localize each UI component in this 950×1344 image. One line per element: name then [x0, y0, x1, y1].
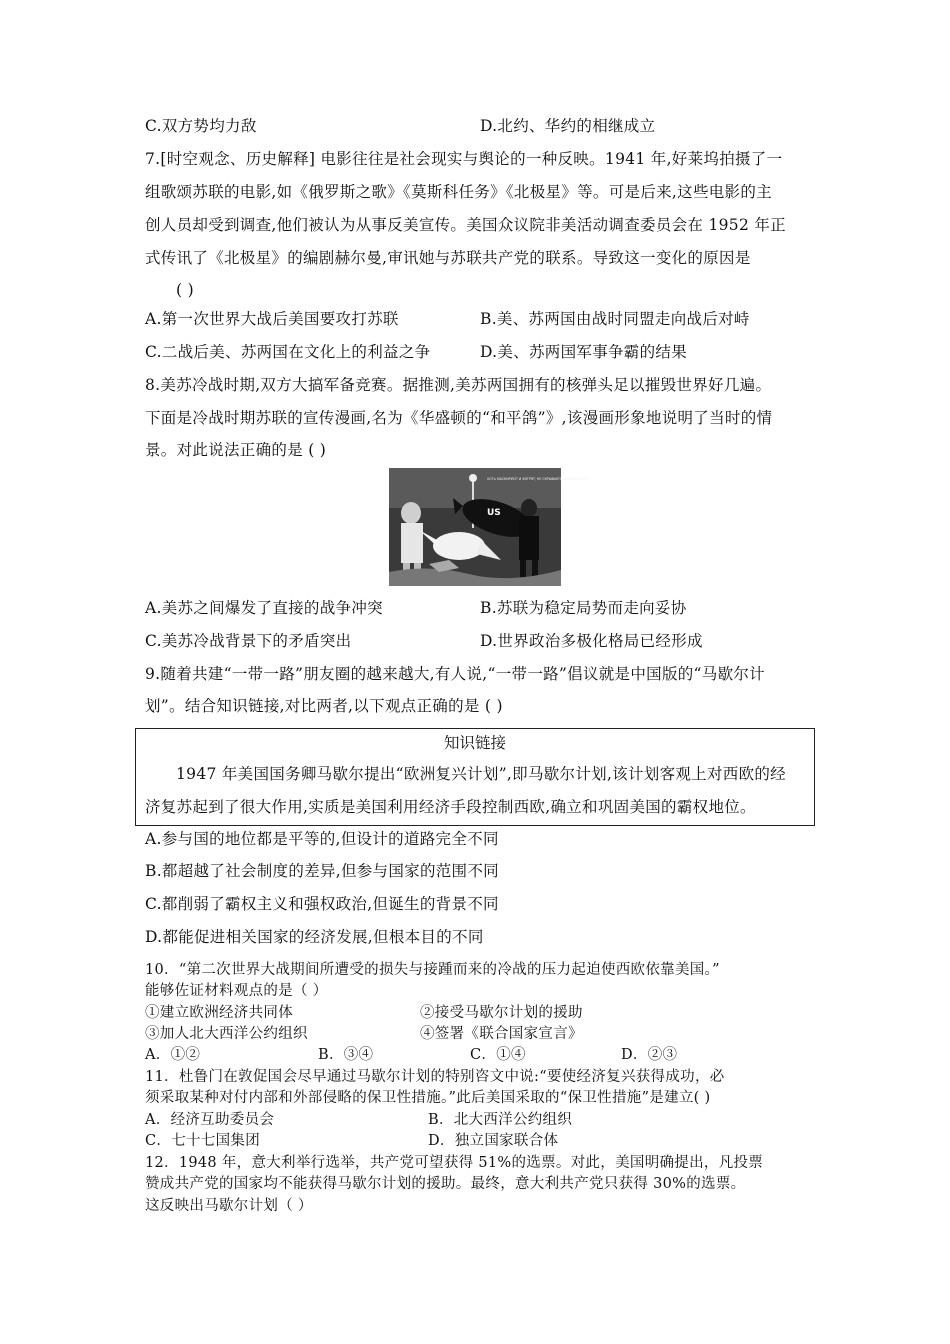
q8-stem-line: 景。对此说法正确的是 ( ): [145, 441, 327, 459]
q8-stem-line: 下面是冷战时期苏联的宣传漫画,名为《华盛顿的“和平鸽”》,该漫画形象地说明了当时的情: [145, 409, 773, 427]
q10-item-3: ③加人北大西洋公约组织: [145, 1026, 308, 1042]
q9-stem-line: 9.随着共建“一带一路”朋友圈的越来越大,有人说,“一带一路”倡议就是中国版的“马歇尔计: [145, 665, 765, 683]
q9-option-b: B.都超越了社会制度的差异,但参与国家的范围不同: [145, 862, 499, 880]
q10-option-b: B．③④: [318, 1047, 374, 1063]
q11-stem-line: 须采取某种对付内部和外部侵略的保卫性措施。”此后美国采取的“保卫性措施”是建立( ): [145, 1090, 711, 1106]
q6-option-d: D.北约、华约的相继成立: [480, 117, 656, 135]
q12-stem-line: 12．1948 年，意大利举行选举，共产党可望获得 51%的选票。对此，美国明确提出，凡投票: [145, 1155, 764, 1171]
q9-stem-line: 划”。结合知识链接,对比两者,以下观点正确的是 ( ): [145, 697, 503, 715]
q9-option-c: C.都削弱了霸权主义和强权政治,但诞生的背景不同: [145, 895, 499, 913]
q10-stem-line: 能够佐证材料观点的是（ ）: [145, 983, 328, 999]
q10-option-c: C．①④: [470, 1047, 526, 1063]
cartoon-caption: ХОТЬ МАСКИРУЮТ И ХИТРЯТ, НЕ СКРЫВАЮТ ПОДЛЫЕ НУТРО!: [487, 477, 590, 481]
q10-item-2: ②接受马歇尔计划的援助: [420, 1005, 583, 1021]
q8-option-c: C.美苏冷战背景下的矛盾突出: [145, 632, 352, 650]
q11-option-a: A．经济互助委员会: [145, 1112, 275, 1128]
q12-stem-line: 这反映出马歇尔计划（ ）: [145, 1198, 313, 1214]
q7-stem-line: 创人员却受到调查,他们被认为从事反美宣传。美国众议院非美活动调查委员会在 1952 年正: [145, 216, 786, 234]
q9-option-d: D.都能促进相关国家的经济发展,但根本目的不同: [145, 928, 484, 946]
q11-option-c: C．七十七国集团: [145, 1133, 260, 1149]
q8-stem-line: 8.美苏冷战时期,双方大搞军备竞赛。据推测,美苏两国拥有的核弹头足以摧毁世界好几遍。: [145, 376, 772, 394]
cartoon-bomb-label: US: [487, 508, 501, 518]
cold-war-cartoon-image: [389, 468, 590, 586]
q8-option-d: D.世界政治多极化格局已经形成: [480, 632, 703, 650]
q8-option-a: A.美苏之间爆发了直接的战争冲突: [145, 599, 383, 617]
q10-stem-line: 10．“第二次世界大战期间所遭受的损失与接踵而来的冷战的压力起迫使西欧依靠美国。”: [145, 962, 720, 978]
q8-option-b: B.苏联为稳定局势而走向妥协: [480, 599, 687, 617]
q7-option-d: D.美、苏两国军事争霸的结果: [480, 343, 688, 361]
q10-option-d: D．②③: [621, 1047, 678, 1063]
q11-stem-line: 11．杜鲁门在敦促国会尽早通过马歇尔计划的特别咨文中说:“要使经济复兴获得成功，必: [145, 1069, 725, 1085]
q10-item-4: ④签署《联合国家宣言》: [420, 1026, 583, 1042]
q7-option-c: C.二战后美、苏两国在文化上的利益之争: [145, 343, 431, 361]
knowledge-link-title: 知识链接: [443, 734, 506, 752]
q10-option-a: A．①②: [145, 1047, 201, 1063]
q10-item-1: ①建立欧洲经济共同体: [145, 1005, 293, 1021]
q7-answer-blank: ( ): [176, 281, 194, 299]
q6-option-c: C.双方势均力敌: [145, 117, 257, 135]
q7-stem-line: 7.[时空观念、历史解释] 电影往往是社会现实与舆论的一种反映。1941 年,好莱坞拍摄了一: [145, 150, 783, 168]
q7-stem-line: 组歌颂苏联的电影,如《俄罗斯之歌》《莫斯科任务》《北极星》等。可是后来,这些电影的主: [145, 183, 772, 201]
q7-stem-line: 式传讯了《北极星》的编剧赫尔曼,审讯她与苏联共产党的联系。导致这一变化的原因是: [145, 249, 751, 267]
q12-stem-line: 赞成共产党的国家均不能获得马歇尔计划的援助。最终，意大利共产党只获得 30%的选票。: [145, 1176, 746, 1192]
q11-option-b: B．北大西洋公约组织: [428, 1112, 573, 1128]
q11-option-d: D．独立国家联合体: [428, 1133, 559, 1149]
knowledge-link-text: 济复苏起到了很大作用,实质是美国利用经济手段控制西欧,确立和巩固美国的霸权地位。: [145, 798, 756, 816]
q7-option-b: B.美、苏两国由战时同盟走向战后对峙: [480, 310, 750, 328]
q7-option-a: A.第一次世界大战后美国要攻打苏联: [145, 310, 399, 328]
q9-option-a: A.参与国的地位都是平等的,但设计的道路完全不同: [145, 830, 499, 848]
knowledge-link-text: 1947 年美国国务卿马歇尔提出“欧洲复兴计划”,即马歇尔计划,该计划客观上对西欧的经: [176, 765, 786, 783]
